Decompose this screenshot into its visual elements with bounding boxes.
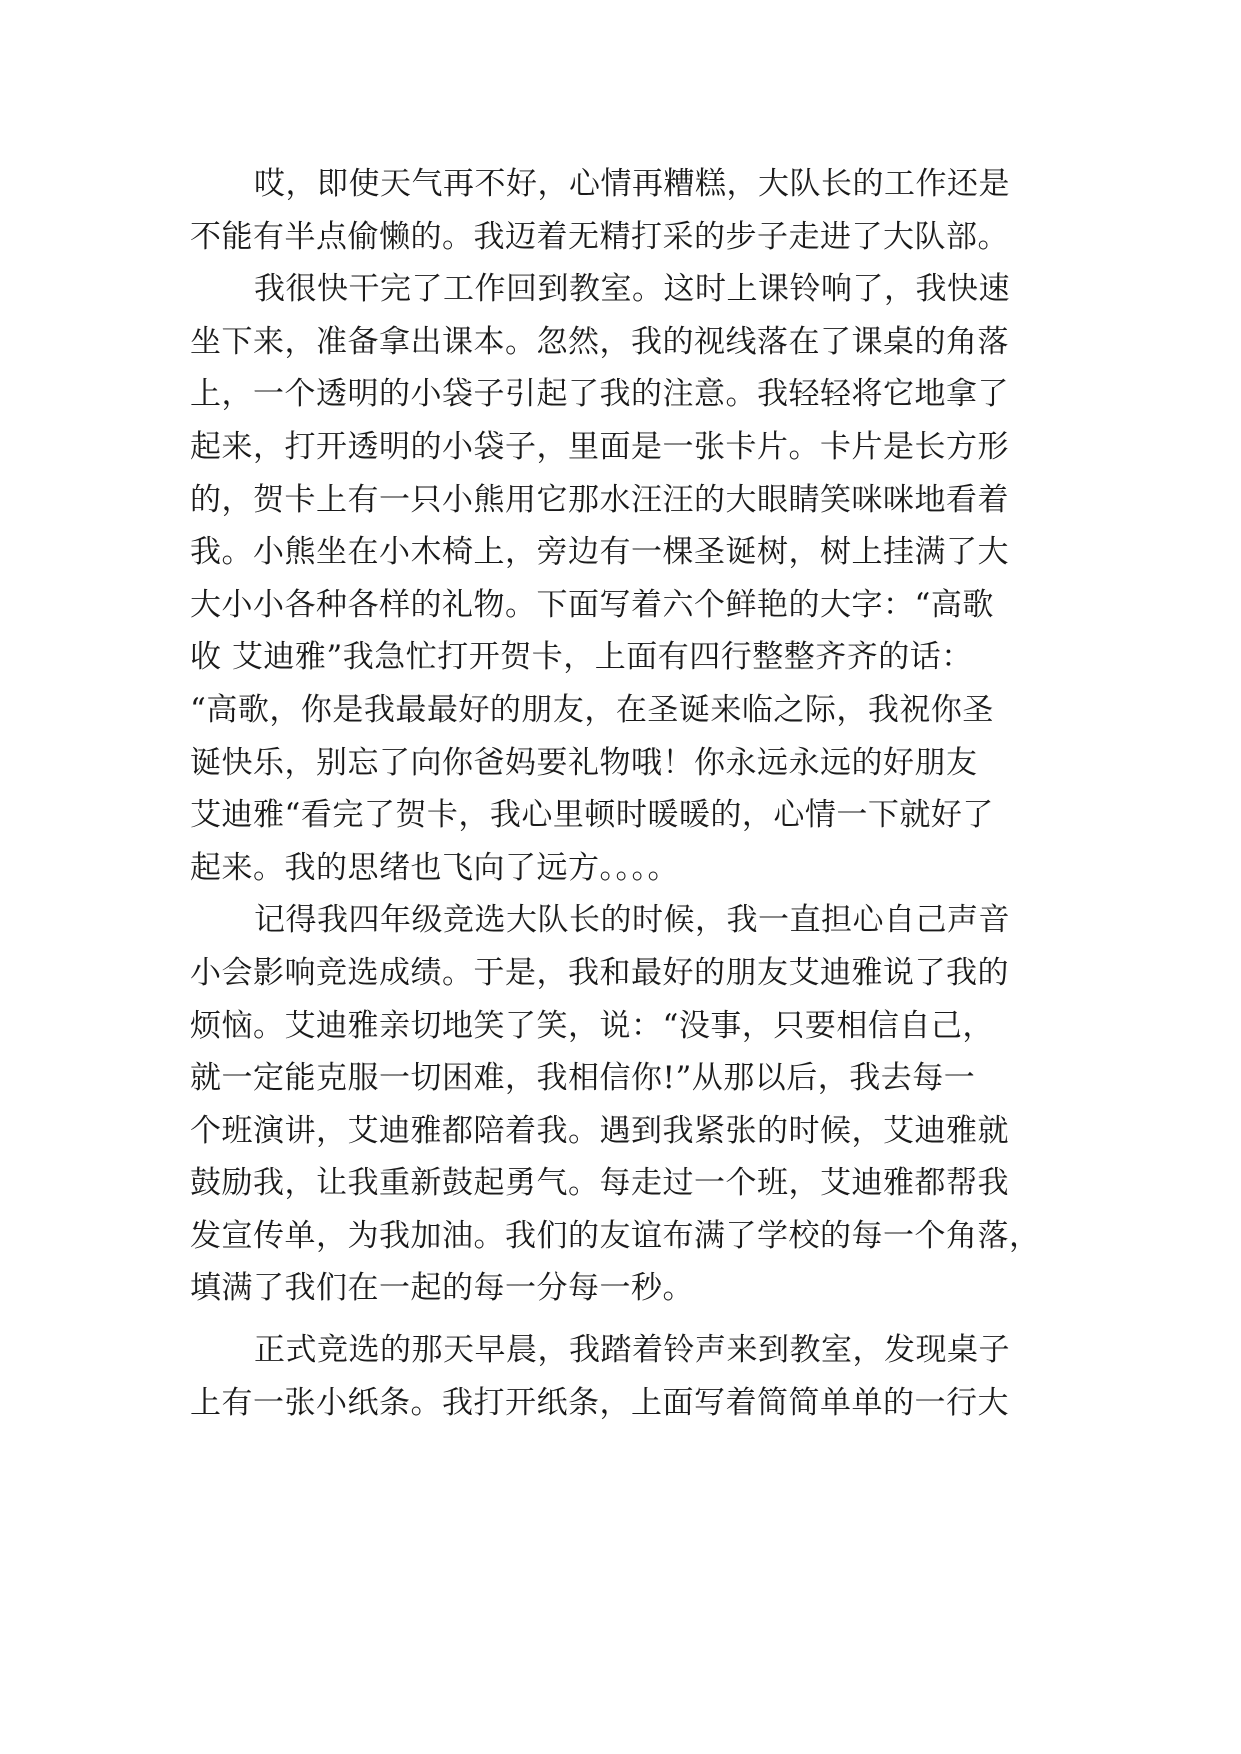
text-line: 正式竞选的那天早晨，我踏着铃声来到教室，发现桌子 (254, 1332, 1010, 1369)
text-line: 艾迪雅“看完了贺卡，我心里顿时暖暖的，心情一下就好了 (190, 797, 994, 834)
text-line: “高歌，你是我最最好的朋友，在圣诞来临之际，我祝你圣 (190, 691, 994, 728)
text-line: 坐下来，准备拿出课本。忽然，我的视线落在了课桌的角落 (190, 323, 1009, 360)
text-line: 我很快干完了工作回到教室。这时上课铃响了，我快速 (254, 271, 1010, 308)
text-line: 收 艾迪雅”我急忙打开贺卡，上面有四行整整齐齐的话： (190, 639, 973, 676)
text-line: 上，一个透明的小袋子引起了我的注意。我轻轻将它地拿了 (190, 376, 1009, 413)
paragraph-4 (190, 1324, 1070, 1429)
paragraph-spacer (190, 1315, 1070, 1324)
text-line: 发宣传单，为我加油。我们的友谊布满了学校的每一个角落， (190, 1217, 1041, 1254)
text-line: 起来，打开透明的小袋子，里面是一张卡片。卡片是长方形 (190, 428, 1009, 465)
body-text (190, 158, 1070, 1429)
text-line: 的，贺卡上有一只小熊用它那水汪汪的大眼睛笑咪咪地看着 (190, 481, 1009, 518)
text-line: 哎，即使天气再不好，心情再糟糕，大队长的工作还是 (254, 166, 1010, 202)
text-line: 不能有半点偷懒的。我迈着无精打采的步子走进了大队部。 (190, 218, 1009, 255)
text-line: 起来。我的思绪也飞向了远方。。。。 (190, 849, 679, 886)
text-line: 烦恼。艾迪雅亲切地笑了笑，说：“没事，只要相信自己， (190, 1007, 994, 1044)
text-line: 个班演讲，艾迪雅都陪着我。遇到我紧张的时候，艾迪雅就 (190, 1112, 1009, 1149)
text-line: 我。小熊坐在小木椅上，旁边有一棵圣诞树，树上挂满了大 (190, 534, 1009, 571)
text-line: 大小小各种各样的礼物。下面写着六个鲜艳的大字：“高歌 (190, 586, 994, 623)
text-line: 诞快乐，别忘了向你爸妈要礼物哦！你永远永远的好朋友 (190, 744, 978, 781)
text-line: 填满了我们在一起的每一分每一秒。 (190, 1270, 694, 1307)
text-line: 上有一张小纸条。我打开纸条，上面写着简简单单的一行大 (190, 1384, 1009, 1421)
paragraph-2 (190, 263, 1070, 894)
text-line: 小会影响竞选成绩。于是，我和最好的朋友艾迪雅说了我的 (190, 954, 1009, 991)
text-line: 就一定能克服一切困难，我相信你!”从那以后，我去每一 (190, 1060, 976, 1097)
text-line: 鼓励我，让我重新鼓起勇气。每走过一个班，艾迪雅都帮我 (190, 1165, 1009, 1202)
paragraph-1 (190, 158, 1070, 263)
text-line: 记得我四年级竞选大队长的时候，我一直担心自己声音 (254, 902, 1010, 939)
paragraph-3 (190, 894, 1070, 1315)
